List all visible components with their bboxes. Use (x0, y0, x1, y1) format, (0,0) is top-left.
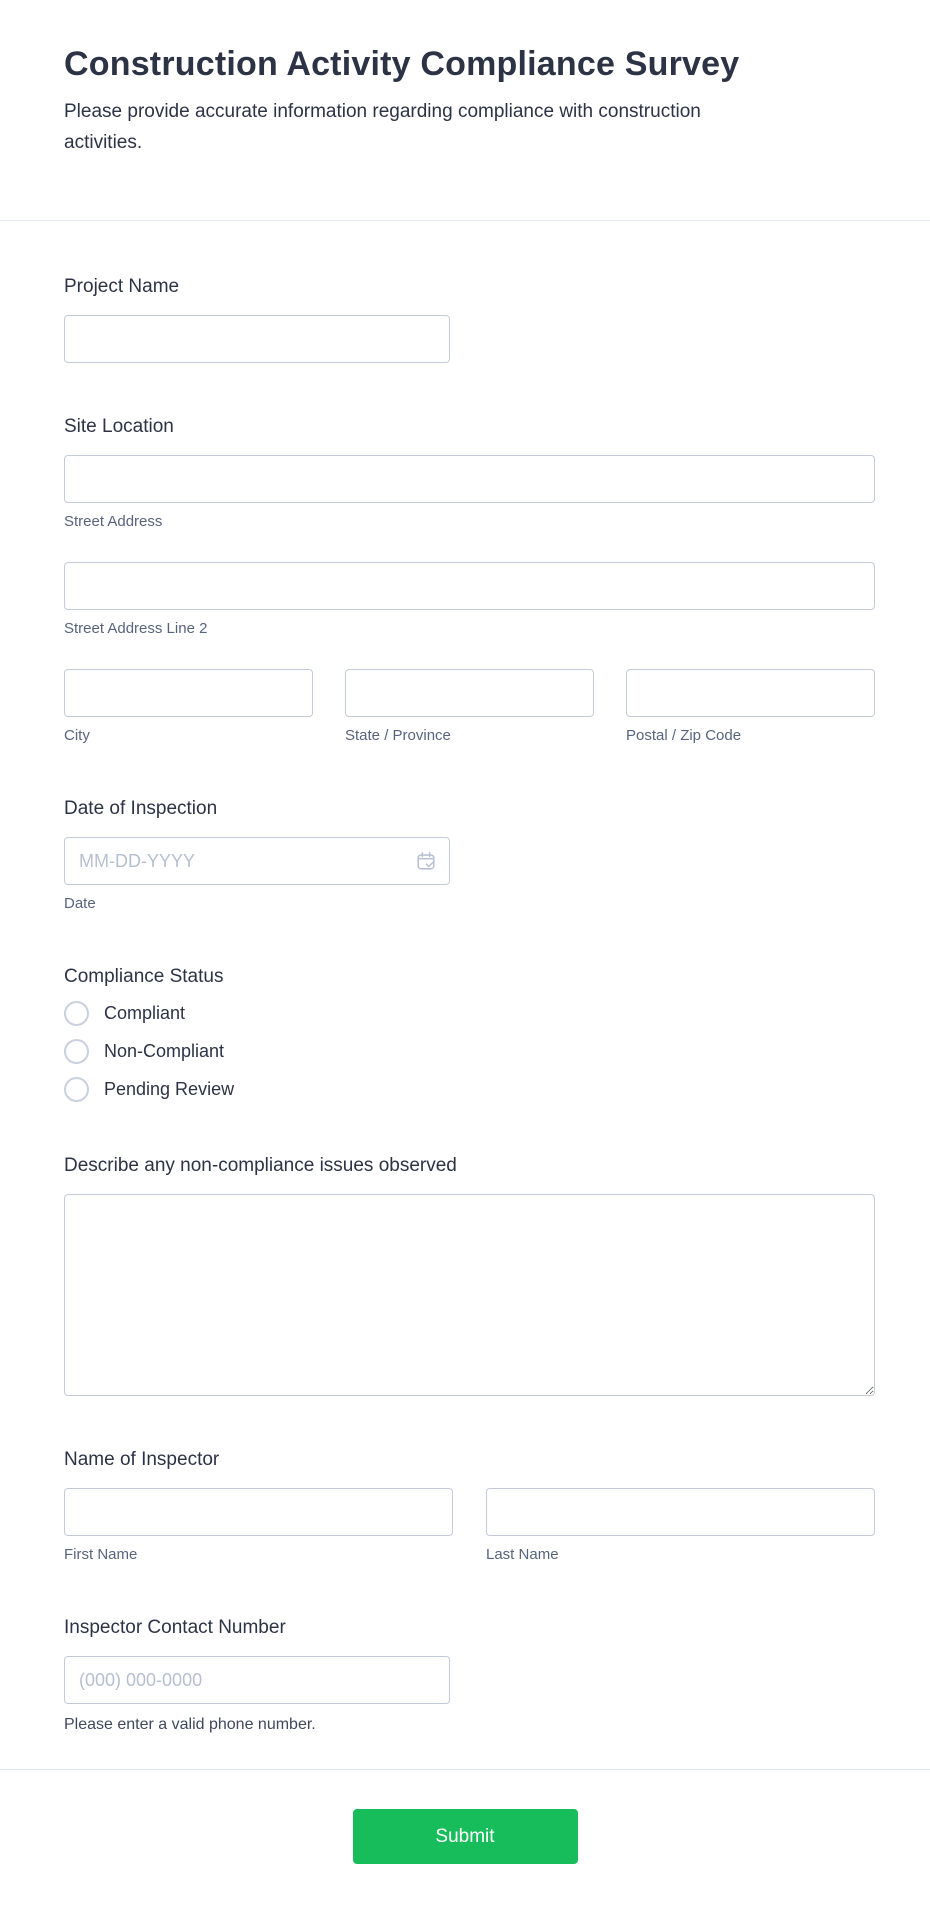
street-address2-input[interactable] (64, 562, 875, 610)
question-compliance-status (64, 965, 875, 1102)
radio-option-non-compliant[interactable] (64, 1039, 875, 1064)
inspector-name-label: Name of Inspector (64, 1449, 220, 1470)
form-body (0, 221, 930, 1768)
date-sublabel: Date (64, 895, 96, 912)
last-name-col (486, 1488, 875, 1564)
compliance-status-radio-group (64, 1001, 875, 1102)
date-input-wrap (64, 837, 450, 885)
last-name-sublabel: Last Name (486, 1546, 559, 1563)
contact-number-input[interactable] (64, 1656, 450, 1704)
compliant-radio-label[interactable]: Compliant (104, 1003, 186, 1023)
street-address-sublabel: Street Address (64, 513, 163, 530)
submit-button[interactable]: Submit (353, 1809, 578, 1864)
pending-review-radio[interactable] (64, 1077, 89, 1102)
postal-sublabel: Postal / Zip Code (626, 727, 742, 744)
project-name-input[interactable] (64, 315, 450, 363)
state-col (345, 669, 594, 745)
phone-helper-text: Please enter a valid phone number. (64, 1716, 316, 1733)
city-col (64, 669, 313, 745)
issues-observed-label: Describe any non-compliance issues observed (64, 1155, 457, 1176)
street-address2-line (64, 562, 875, 638)
last-name-input[interactable] (486, 1488, 875, 1536)
date-of-inspection-label: Date of Inspection (64, 798, 218, 819)
question-contact-number (64, 1616, 875, 1734)
question-site-location (64, 415, 875, 745)
project-name-label: Project Name (64, 276, 180, 297)
city-state-postal-row (64, 669, 875, 745)
form-subtitle: Please provide accurate information regarding compliance with construction activities. (64, 101, 701, 153)
inspector-name-row (64, 1488, 875, 1564)
date-input[interactable] (64, 837, 450, 885)
street-address-line (64, 455, 875, 531)
non-compliant-radio-label[interactable]: Non-Compliant (104, 1041, 225, 1061)
issues-observed-textarea[interactable] (64, 1194, 875, 1396)
first-name-col (64, 1488, 453, 1564)
radio-option-compliant[interactable] (64, 1001, 875, 1026)
street-address2-sublabel: Street Address Line 2 (64, 620, 208, 637)
street-address-input[interactable] (64, 455, 875, 503)
question-inspector-name (64, 1448, 875, 1564)
city-sublabel: City (64, 727, 90, 744)
question-project-name (64, 275, 875, 363)
question-date-of-inspection (64, 797, 875, 913)
postal-input[interactable] (626, 669, 875, 717)
form-footer (0, 1769, 930, 1917)
first-name-sublabel: First Name (64, 1546, 138, 1563)
first-name-input[interactable] (64, 1488, 453, 1536)
non-compliant-radio[interactable] (64, 1039, 89, 1064)
calendar-icon[interactable] (415, 850, 437, 872)
compliance-status-label: Compliance Status (64, 966, 224, 987)
site-location-label: Site Location (64, 416, 174, 437)
postal-col (626, 669, 875, 745)
question-issues-observed (64, 1154, 875, 1396)
state-sublabel: State / Province (345, 727, 451, 744)
city-input[interactable] (64, 669, 313, 717)
pending-review-radio-label[interactable]: Pending Review (104, 1079, 235, 1099)
form-header (0, 0, 930, 221)
form-title: Construction Activity Compliance Survey (64, 45, 740, 83)
contact-number-label: Inspector Contact Number (64, 1617, 286, 1638)
state-input[interactable] (345, 669, 594, 717)
radio-option-pending-review[interactable] (64, 1077, 875, 1102)
compliant-radio[interactable] (64, 1001, 89, 1026)
